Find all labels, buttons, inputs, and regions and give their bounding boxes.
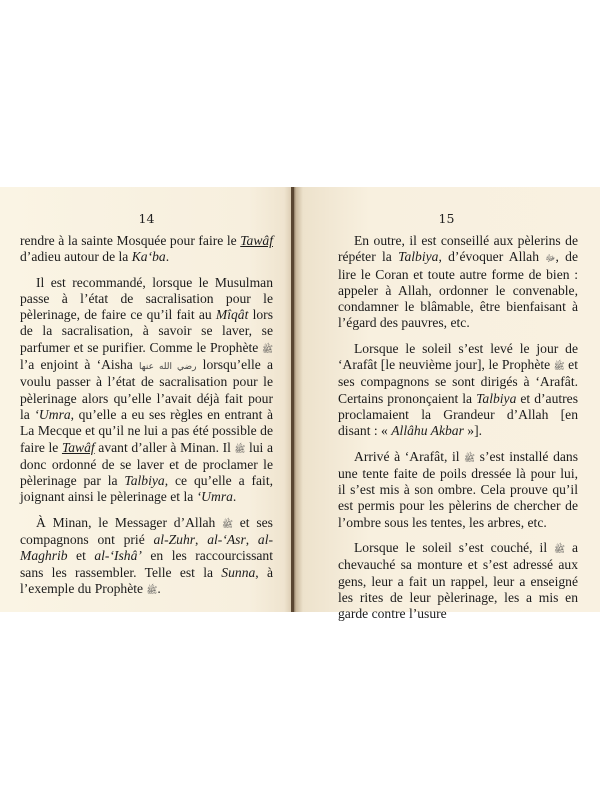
right-paragraph: Arrivé à ‘Arafât, il ﷺ s’est installé dans une tente faite de poils dressée là pour lui, il s’est mis à son ombre. Cela prouve qu’il est permis pour les pèlerins de chercher de l’ombre sous les tentes, les arbres, etc. — [338, 448, 578, 530]
italic-term: Ka‘ba — [131, 249, 166, 265]
book-spine — [291, 187, 294, 612]
right-paragraph: Lorsque le soleil s’est levé le jour de ‘Arafât [le neuvième jour], le Prophète ﷺ et ses compagnons se sont dirigés à ‘Arafât. Certains prononçaient la Talbiya et d’autres proclamaient la Grandeur d’Allah [en disant : « Allâhu Akbar »]. — [338, 340, 578, 439]
italic-term: ‘Umra — [34, 406, 71, 422]
honorific-icon: ﷺ — [554, 544, 565, 555]
italic-term: Allâhu Akbar — [391, 423, 464, 439]
italic-term: Sunna — [221, 564, 256, 580]
honorific-icon: ﷺ — [222, 518, 233, 529]
honorific-icon: ﷺ — [234, 443, 246, 454]
left-page-text — [20, 233, 273, 607]
left-paragraph: rendre à la sainte Mosquée pour faire le Tawâf d’adieu autour de la Ka‘ba. — [20, 233, 273, 265]
left-page — [0, 187, 293, 612]
honorific-icon: ﷺ — [464, 452, 476, 463]
honorific-icon: ﷺ — [262, 343, 273, 354]
honorific-icon: ﷻ — [545, 253, 556, 264]
italic-term: Talbiya — [398, 249, 439, 265]
italic-term: Talbiya — [124, 473, 165, 489]
honorific-icon: ﷺ — [146, 584, 158, 595]
italic-term: ‘Umra — [196, 489, 233, 505]
italic-term: al-Maghrib — [20, 532, 274, 564]
page-number-right: 15 — [438, 211, 455, 226]
left-paragraph: À Minan, le Messager d’Allah ﷺ et ses compagnons ont prié al-Zuhr, al-‘Asr, al-Maghrib et al-‘Ishâ’ en les raccourcissant sans les rassembler. Telle est la Sunna, à l’exemple du Prophète ﷺ. — [20, 514, 274, 596]
right-page — [293, 187, 600, 622]
right-page-text — [338, 233, 578, 632]
right-paragraph: En outre, il est conseillé aux pèlerins de répéter la Talbiya, d’évoquer Allah ﷻ, de lire le Coran et toute autre forme de bien : appeler à Allah, ordonner le convenable, condamner le blâmable, être bienfaisant à l’égard des pauvres, etc. — [338, 233, 578, 331]
left-paragraph: Il est recommandé, lorsque le Musulman passe à l’état de sacralisation pour le pèlerinage, de faire ce qu’il fait au Mîqât lors de la sacralisation, à savoir se laver, se parfumer et se purifier. Comme le Prophète ﷺ l’a enjoint à ‘Aisha رضي الله عنها lorsqu’elle a voulu passer à l’état de sacralisation pour le pèlerinage alors qu’elle l’avait déjà fait pour la ‘Umra, qu’elle a eu ses règles en entrant à La Mecque et qu’il ne lui a pas été possible de faire le Tawâf avant d’aller à Minan. Il ﷺ lui a donc ordonné de se laver et de proclamer le pèlerinage par la Talbiya, ce qu’elle a fait, joignant ainsi le pèlerinage et la ‘Umra. — [20, 274, 273, 505]
book-spread — [0, 187, 600, 622]
italic-term: al-‘Ishâ’ — [94, 548, 142, 564]
italic-term: Talbiya — [476, 390, 517, 406]
italic-term: al-‘Asr — [207, 532, 246, 548]
italic-term: Tawâf — [240, 233, 273, 248]
italic-term: Mîqât — [215, 307, 249, 323]
honorific-icon: رضي الله عنها — [138, 361, 197, 372]
italic-term: al-Zuhr — [153, 532, 196, 548]
italic-term: Tawâf — [61, 439, 95, 455]
honorific-icon: ﷺ — [553, 361, 565, 372]
page-number-left: 14 — [138, 211, 155, 226]
right-paragraph: Lorsque le soleil s’est couché, il ﷺ a chevauché sa monture et s’est adressé aux gens, leur a fait un rappel, leur a enseigné les rites de leur pèlerinage, les a mis en garde contre l’usure — [338, 540, 578, 622]
